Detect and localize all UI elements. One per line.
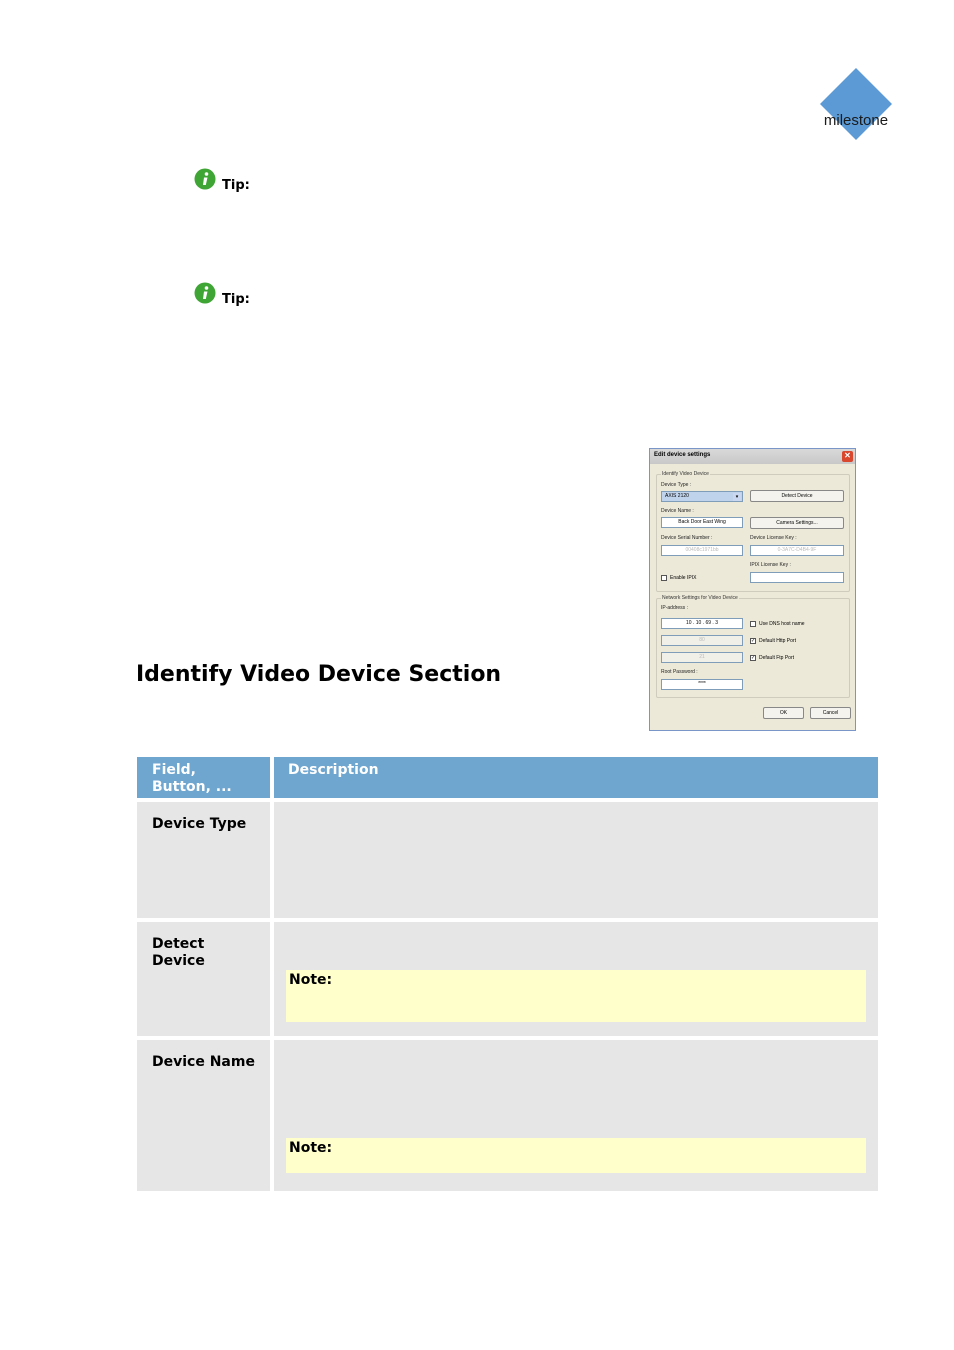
- check-icon: ✓: [751, 638, 756, 644]
- http-port-input[interactable]: 80: [661, 635, 743, 646]
- license-key-label: Device License Key :: [750, 535, 797, 541]
- device-type-select[interactable]: [661, 491, 743, 502]
- detect-device-button[interactable]: Detect Device: [750, 490, 844, 502]
- ip-address-label: IP-address :: [661, 605, 688, 611]
- edit-device-settings-dialog: [649, 448, 856, 731]
- checkbox-box: [661, 575, 667, 581]
- tip-1: [194, 168, 250, 194]
- table-row: [137, 802, 878, 918]
- check-icon: ✓: [751, 655, 756, 661]
- license-key-input[interactable]: 0-3A7C-D4B4-9F: [750, 545, 844, 556]
- field-description: [274, 802, 878, 918]
- ip-address-input[interactable]: 10 . 10 . 69 . 3: [661, 618, 743, 629]
- milestone-logo: [816, 66, 896, 142]
- serial-number-label: Device Serial Number :: [661, 535, 713, 541]
- note-box: Note:: [286, 970, 866, 1022]
- info-icon: [194, 282, 216, 308]
- ipix-license-label: IPIX License Key :: [750, 562, 791, 568]
- header-description: Description: [274, 757, 878, 798]
- field-name: Detect Device: [137, 922, 270, 1036]
- group-label: Identify Video Device: [662, 471, 709, 477]
- ftp-port-input[interactable]: 21: [661, 652, 743, 663]
- ipix-license-input[interactable]: [750, 572, 844, 583]
- field-name: Device Type: [137, 802, 270, 918]
- tip-2: [194, 282, 250, 308]
- table-header: [137, 757, 878, 798]
- default-http-port-label: Default Http Port: [759, 638, 796, 644]
- fields-table: [137, 757, 878, 1191]
- default-ftp-port-checkbox[interactable]: [750, 655, 794, 661]
- device-type-value: AXIS 2120: [665, 493, 689, 499]
- field-description: [274, 1040, 878, 1191]
- cancel-button[interactable]: Cancel: [810, 707, 851, 719]
- checkbox-box: [750, 621, 756, 627]
- use-dns-checkbox[interactable]: [750, 621, 805, 627]
- root-password-input[interactable]: ****: [661, 679, 743, 690]
- field-name: Device Name: [137, 1040, 270, 1191]
- tip-label: Tip:: [222, 178, 250, 193]
- device-name-input[interactable]: Back Door East Wing: [661, 517, 743, 528]
- note-box: Note:: [286, 1138, 866, 1173]
- default-ftp-port-label: Default Ftp Port: [759, 655, 795, 661]
- use-dns-label: Use DNS host name: [759, 621, 805, 627]
- dialog-title-bar: [650, 449, 855, 464]
- close-icon[interactable]: ✕: [842, 451, 853, 462]
- chevron-down-icon: ▾: [733, 493, 741, 501]
- device-type-label: Device Type :: [661, 482, 692, 488]
- enable-ipix-checkbox[interactable]: [661, 575, 696, 581]
- header-field: Field, Button, ...: [137, 757, 270, 798]
- device-name-label: Device Name :: [661, 508, 694, 514]
- serial-number-input[interactable]: 00408c1971bb: [661, 545, 743, 556]
- dialog-title: Edit device settings: [654, 452, 711, 458]
- field-description: [274, 922, 878, 1036]
- tip-label: Tip:: [222, 292, 250, 307]
- section-title: Identify Video Device Section: [136, 662, 502, 687]
- enable-ipix-label: Enable IPIX: [670, 575, 697, 581]
- info-icon: [194, 168, 216, 194]
- logo-text: milestone: [823, 112, 889, 129]
- camera-settings-button[interactable]: Camera Settings...: [750, 517, 844, 529]
- ok-button[interactable]: OK: [763, 707, 804, 719]
- default-http-port-checkbox[interactable]: [750, 638, 796, 644]
- group-label: Network Settings for Video Device: [662, 595, 738, 601]
- table-row: [137, 1040, 878, 1191]
- root-password-label: Root Password :: [661, 669, 698, 675]
- table-row: [137, 922, 878, 1036]
